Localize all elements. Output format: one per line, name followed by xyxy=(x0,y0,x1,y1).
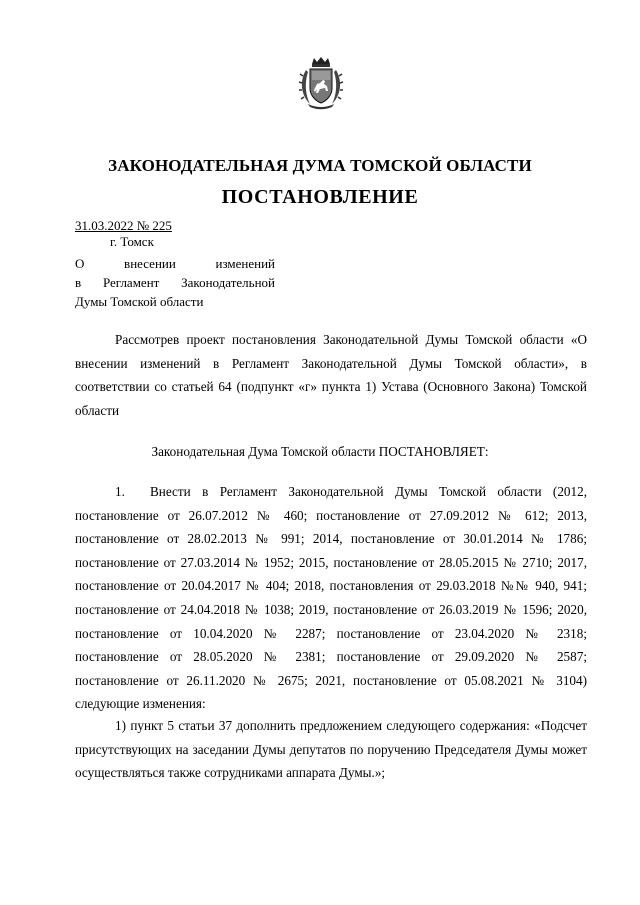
resolves-statement: Законодательная Дума Томской области ПОСТАНОВЛЯЕТ: xyxy=(151,444,489,459)
subject-line: Думы Томской области xyxy=(75,294,204,309)
item-1-text: Внести в Регламент Законодательной Думы Томской области (2012, постановление от 26.07.2012 № 460; постановление от 27.09.2012 № 612; 2013, постановление от 28.02.2013 № 991; 2014, постановление от 30.01.2014 № 1786; постановление от 27.03.2014 № 1952; 2015, постановление от 28.05.2015 № 2710; 2017, постановление от 20.04.2017 № 404; 2018, постановления от 29.03.2018 №№ 940, 941; постановление от 24.04.2018 № 1038; 2019, постановление от 26.03.2019 № 1596; 2020, постановление от 10.04.2020 № 2287; постановление от 23.04.2020 № 2318; постановление от 28.05.2020 № 2381; постановление от 29.09.2020 № 2587; постановление от 26.11.2020 № 2675; 2021, постановление от 05.08.2021 № 3104) следующие изменения: xyxy=(75,484,587,712)
organization-title: ЗАКОНОДАТЕЛЬНАЯ ДУМА ТОМСКОЙ ОБЛАСТИ xyxy=(108,156,532,175)
subject-line: в Регламент Законодательной xyxy=(75,275,275,290)
document-city: г. Томск xyxy=(110,234,154,249)
document-type: ПОСТАНОВЛЕНИЕ xyxy=(221,186,419,208)
item-1-paragraph xyxy=(75,480,587,716)
preamble-paragraph: Рассмотрев проект постановления Законодательной Думы Томской области «О внесении изменений в Регламент Законодательной Думы Томской области», в соответствии со статьей 64 (подпункт «г» пункта 1) Устава (Основного Закона) Томской области xyxy=(75,332,587,418)
coat-of-arms-icon xyxy=(298,56,344,110)
subject-line: О внесении изменений xyxy=(75,256,275,271)
document-subject xyxy=(75,254,275,311)
item-1-number: 1. xyxy=(115,484,125,499)
document-date-number: 31.03.2022 № 225 xyxy=(75,218,172,233)
subitem-1-paragraph: 1) пункт 5 статьи 37 дополнить предложением следующего содержания: «Подсчет присутствующих на заседании Думы депутатов по поручению Председателя Думы может осуществляться также сотрудниками аппарата Думы.»; xyxy=(75,718,587,781)
